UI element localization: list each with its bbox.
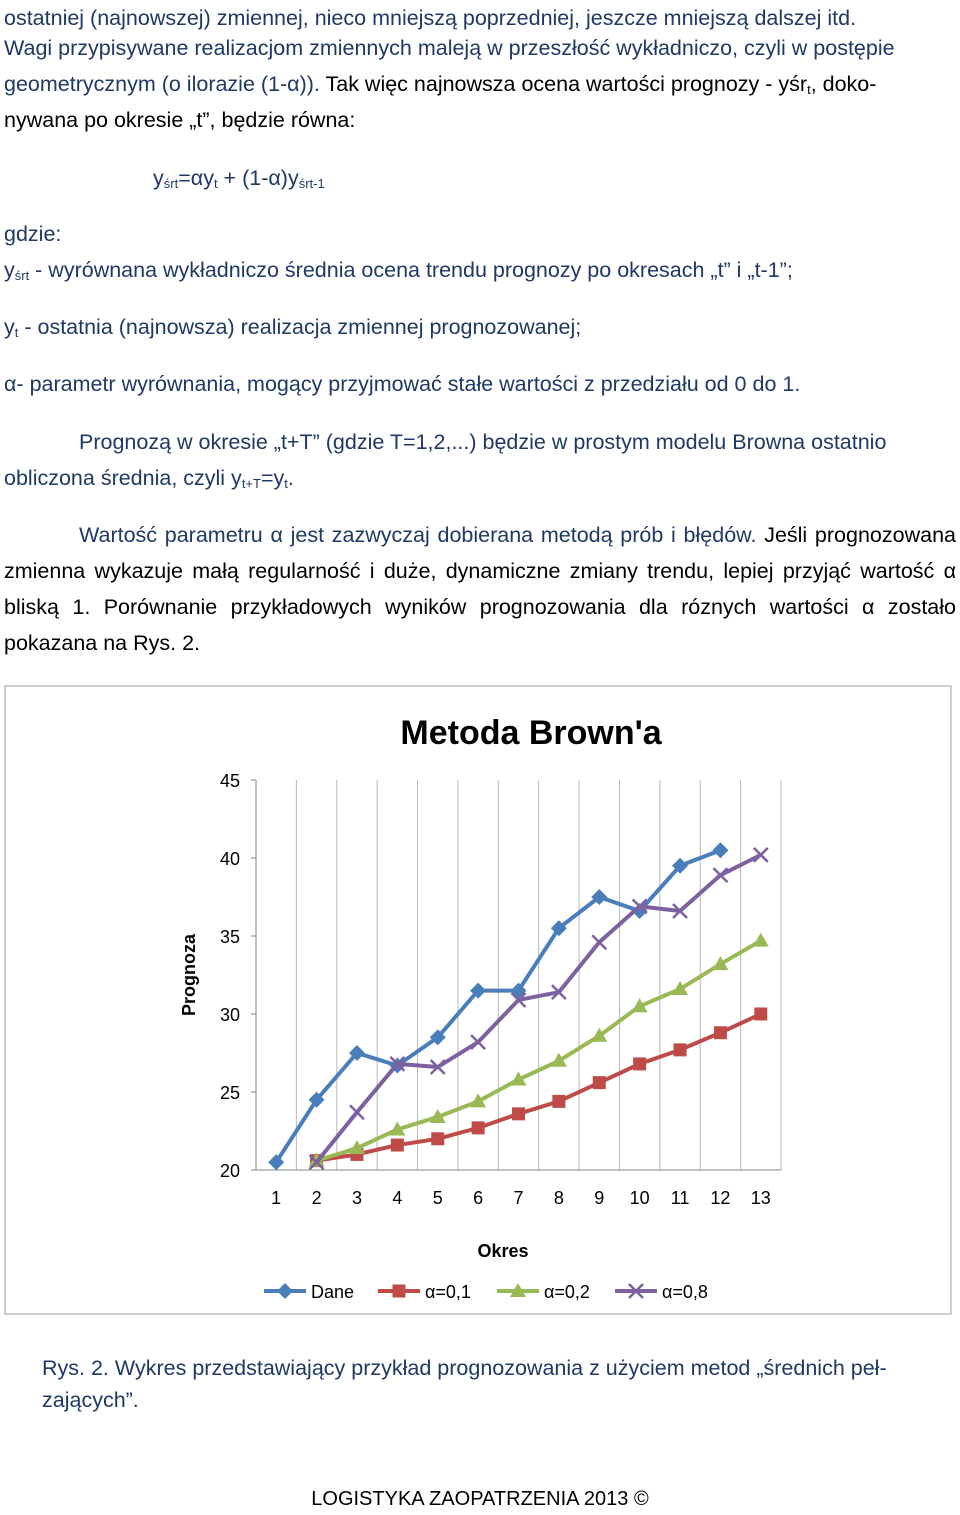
- legend-label-3: α=0,2: [544, 1282, 590, 1302]
- data-point-series-2: [754, 1008, 767, 1021]
- x-tick-label: 4: [392, 1188, 403, 1208]
- data-point-series-2: [714, 1026, 727, 1039]
- y-tick-label: 30: [219, 1005, 240, 1025]
- y-axis-title: Prognoza: [179, 933, 199, 1017]
- x-tick-label: 7: [513, 1188, 524, 1208]
- para2-rest: Jeśli prognozowana zmienna wykazuje małą regularność i duże, dynamiczne zmiany trendu, lepiej przyjąć wartość α bliską 1. Porównanie przykładowych wyników prognozowania dla róznych wartości α zostało pokazana na Rys. 2.: [4, 523, 956, 655]
- data-point-series-4: [471, 1035, 485, 1049]
- paragraph-line-2: Wagi przypisywane realizacjom zmiennych maleją w przeszłość wykładniczo, czyli w postępie: [4, 36, 895, 60]
- legend-label-2: α=0,1: [425, 1282, 471, 1302]
- legend-label-4: α=0,8: [662, 1282, 708, 1302]
- x-axis-title: Okres: [477, 1241, 529, 1261]
- def1-y: y: [4, 258, 15, 282]
- paragraph-line-4: nywana po okresie „t”, będzie równa:: [4, 108, 356, 132]
- data-point-series-2: [391, 1139, 404, 1152]
- data-point-series-1: [712, 842, 728, 858]
- x-tick-label: 13: [750, 1188, 771, 1208]
- formula-y: y: [153, 166, 164, 190]
- data-point-series-4: [592, 935, 606, 949]
- data-point-series-4: [713, 868, 727, 882]
- gdzie-label: gdzie:: [4, 222, 62, 246]
- def2-sub: t: [14, 325, 19, 340]
- data-point-series-3: [672, 981, 688, 995]
- definition-yt: [4, 309, 956, 345]
- x-tick-label: 2: [311, 1188, 322, 1208]
- brown-chart: [6, 687, 952, 1315]
- data-point-series-3: [753, 933, 769, 947]
- chart-title: Metoda Brown'a: [400, 714, 662, 752]
- data-point-series-2: [431, 1132, 444, 1145]
- figure-caption: Rys. 2. Wykres przedstawiający przykład prognozowania z użyciem metod „średnich pełzających”.: [42, 1356, 887, 1412]
- definition-alpha: α- parametr wyrównania, mogący przyjmować stałe wartości z przedziału od 0 do 1.: [4, 372, 801, 396]
- x-tick-label: 6: [473, 1188, 484, 1208]
- legend-marker-1: [277, 1283, 293, 1299]
- para1-text: Prognozą w okresie „t+T” (gdzie T=1,2,...) będzie w prostym modelu Browna ostatnio obliczona średnia, czyli y: [4, 430, 887, 490]
- def2-text: - ostatnia (najnowsza) realizacja zmiennej prognozowanej;: [18, 315, 582, 339]
- para1-mid: =y: [260, 466, 285, 490]
- paragraph-alpha: [4, 517, 956, 661]
- y-tick-label: 35: [219, 927, 240, 947]
- para1-sub-2: t: [284, 476, 288, 491]
- line-3-end: , doko-: [810, 72, 877, 96]
- x-tick-label: 12: [710, 1188, 731, 1208]
- def2-y: y: [4, 315, 15, 339]
- x-tick-label: 1: [271, 1188, 282, 1208]
- x-tick-label: 3: [351, 1188, 362, 1208]
- y-tick-label: 40: [219, 849, 240, 869]
- paragraph-line-3: [4, 66, 956, 102]
- para2-start: Wartość parametru α jest zazwyczaj dobierana metodą prób i błędów.: [79, 523, 765, 547]
- x-tick-label: 11: [670, 1188, 690, 1208]
- x-tick-label: 5: [432, 1188, 443, 1208]
- x-tick-label: 10: [629, 1188, 650, 1208]
- chart-frame: [4, 685, 952, 1315]
- formula-mid-2: + (1-α)y: [217, 166, 299, 190]
- y-tick-label: 20: [219, 1161, 240, 1181]
- line-3-middle: Tak więc najnowsza ocena wartości prognozy - yśr: [325, 72, 808, 96]
- data-point-series-4: [754, 848, 768, 862]
- data-point-series-2: [593, 1076, 606, 1089]
- data-point-series-2: [552, 1095, 565, 1108]
- def1-text: - wyrównana wykładniczo średnia ocena trendu prognozy po okresach „t” i „t-1”;: [29, 258, 793, 282]
- legend-marker-2: [393, 1285, 406, 1298]
- y-tick-label: 45: [219, 771, 240, 791]
- paragraph-line-1: ostatniej (najnowszej) zmiennej, nieco mniejszą poprzedniej, jeszcze mniejszą dalszej itd.: [4, 6, 857, 30]
- data-point-series-2: [512, 1107, 525, 1120]
- brown-formula: [153, 160, 325, 196]
- formula-sub-2: t: [213, 176, 218, 191]
- x-tick-label: 8: [553, 1188, 564, 1208]
- def1-sub: śrt: [14, 268, 30, 283]
- legend-label-1: Dane: [311, 1282, 355, 1302]
- para1-end: .: [287, 466, 294, 490]
- line-3-start: geometrycznym (o ilorazie (1-α)).: [4, 72, 326, 96]
- definition-ysrt: [4, 252, 956, 288]
- formula-sub-3: śrt-1: [298, 176, 325, 191]
- y-tick-label: 25: [219, 1083, 240, 1103]
- formula-sub-1: śrt: [163, 176, 179, 191]
- page-footer: LOGISTYKA ZAOPATRZENIA 2013 ©: [311, 1488, 649, 1510]
- paragraph-forecast: [4, 424, 956, 496]
- x-tick-label: 9: [594, 1188, 605, 1208]
- line-3-subscript: t: [807, 82, 811, 97]
- data-point-series-4: [350, 1105, 364, 1119]
- data-point-series-3: [551, 1053, 567, 1067]
- formula-mid: =αy: [178, 166, 214, 190]
- data-point-series-2: [674, 1043, 687, 1056]
- data-point-series-2: [472, 1121, 485, 1134]
- data-point-series-2: [633, 1057, 646, 1070]
- para1-sub-1: t+T: [241, 476, 261, 491]
